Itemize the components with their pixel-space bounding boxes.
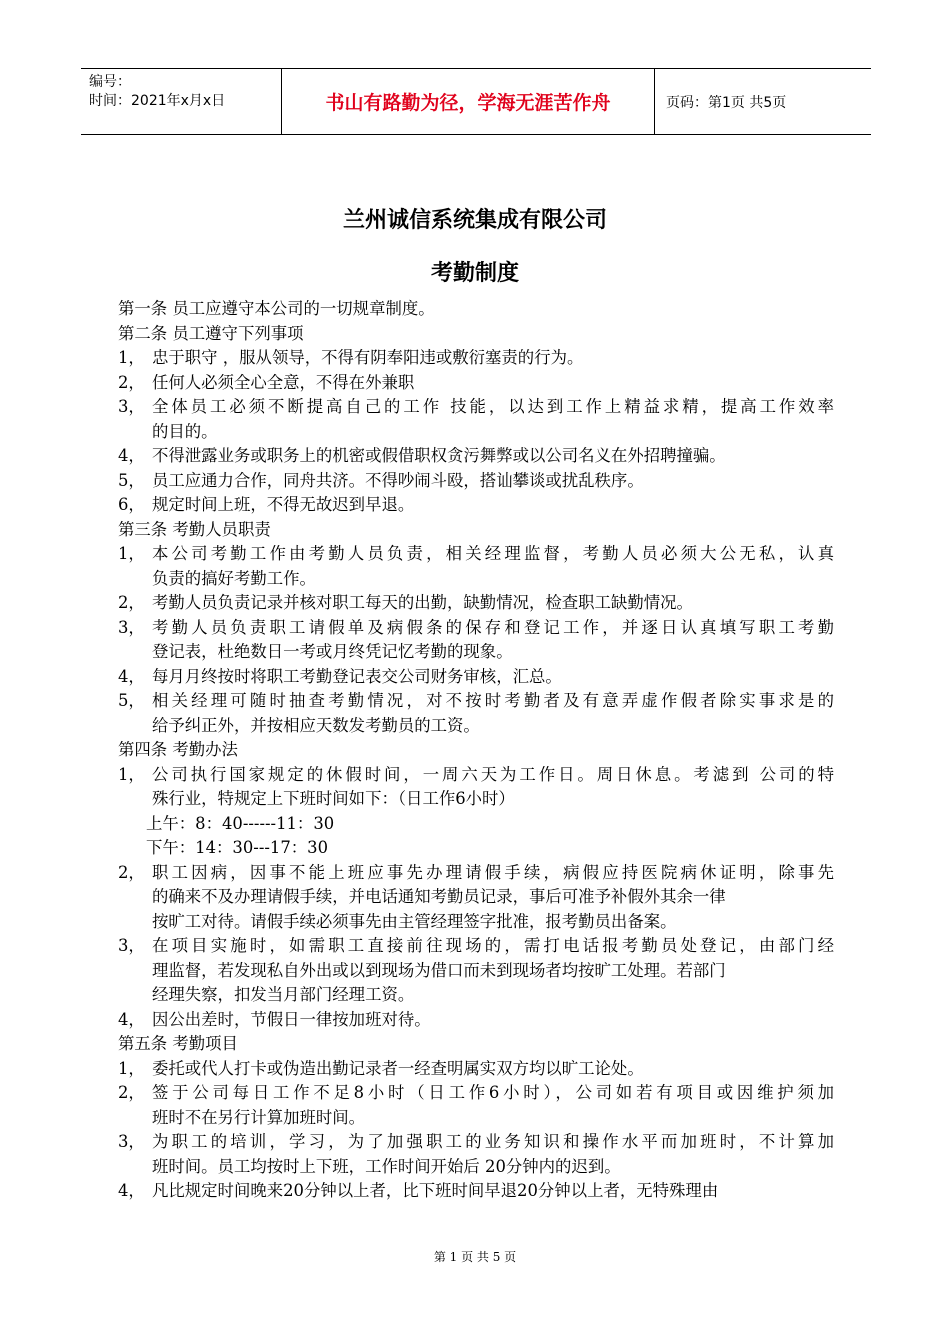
list-item [118, 469, 834, 494]
list-item-text: 规定时间上班，不得无故迟到早退。 [152, 495, 415, 514]
list-item [118, 542, 834, 567]
list-item-text: 不得泄露业务或职务上的机密或假借职权贪污舞弊或以公司名义在外招聘撞骗。 [152, 446, 726, 465]
continuation-line: 的确来不及办理请假手续，并电话通知考勤员记录，事后可准予补假外其余一律 [152, 887, 726, 906]
continuation-line: 按旷工对待。请假手续必须事先由主管经理签字批准，报考勤员出备案。 [152, 911, 677, 931]
list-item-text: 相关经理可随时抽查考勤情况，对不按时考勤者及有意弄虚作假者除实事求是的 [152, 691, 834, 710]
list-item-number: 3， [118, 936, 145, 955]
list-item [118, 371, 834, 396]
list-item-text: 因公出差时，节假日一律按加班对待。 [152, 1009, 431, 1029]
list-item-number: 5， [118, 470, 145, 490]
list-item [118, 616, 834, 641]
list-item [118, 1008, 834, 1033]
continuation-line: 班时间。员工均按时上下班，工作时间开始后 20分钟内的迟到。 [152, 1156, 621, 1176]
list-item-number: 2， [118, 593, 145, 612]
list-item [118, 493, 834, 518]
list-item-number: 5， [118, 691, 145, 710]
continuation-line: 上午：8：40------11：30 [146, 813, 335, 833]
list-item-number: 4， [118, 666, 145, 686]
list-item-text: 公司执行国家规定的休假时间，一周六天为工作日。周日休息。考滤到 公司的特 [152, 764, 834, 784]
list-item-number: 1， [118, 348, 145, 367]
list-item-text: 员工应通力合作，同舟共济。不得吵闹斗殴，搭讪攀谈或扰乱秩序。 [152, 470, 644, 490]
continuation-line: 经理失察，扣发当月部门经理工资。 [152, 985, 415, 1004]
continuation-line: 理监督，若发现私自外出或以到现场为借口而未到现场者均按旷工处理。若部门 [152, 960, 726, 980]
list-item [118, 1081, 834, 1106]
list-item-text: 委托或代人打卡或伪造出勤记录者一经查明属实双方均以旷工论处。 [152, 1058, 644, 1078]
list-item [118, 346, 834, 371]
serial-number-label: 编号： [89, 74, 131, 90]
list-item [118, 861, 834, 886]
list-item [118, 689, 834, 714]
list-item-number: 2， [118, 862, 145, 882]
list-item-number: 1， [118, 544, 145, 563]
list-item-text: 本公司考勤工作由考勤人员负责，相关经理监督，考勤人员必须大公无私，认真 [152, 544, 834, 563]
list-item-text: 职工因病，因事不能上班应事先办理请假手续，病假应持医院病休证明，除事先 [152, 862, 834, 882]
document-body [118, 297, 834, 1204]
company-name: 兰州诚信系统集成有限公司 [342, 208, 607, 233]
continuation-line: 的目的。 [152, 421, 218, 441]
article-heading: 第五条 考勤项目 [118, 1034, 238, 1053]
list-item-number: 1， [118, 764, 145, 784]
list-item-text: 任何人必须全心全意，不得在外兼职 [152, 372, 415, 392]
list-item-number: 3， [118, 1132, 145, 1151]
continuation-line: 负责的搞好考勤工作。 [152, 568, 316, 588]
header-motto: 书山有路勤为径，学海无涯苦作舟 [282, 69, 655, 134]
continuation-line: 给予纠正外，并按相应天数发考勤员的工资。 [152, 715, 480, 735]
list-item-text: 全体员工必须不断提高自己的工作 技能，以达到工作上精益求精，提高工作效率 [152, 397, 834, 416]
page-footer: 第 1 页 共 5 页 [433, 1250, 517, 1264]
list-item-text: 考勤人员负责记录并核对职工每天的出勤，缺勤情况，检查职工缺勤情况。 [152, 593, 693, 612]
list-item-text: 签于公司每日工作不足8小时（日工作6小时），公司如若有项目或因维护须加 [152, 1083, 834, 1102]
header-page-info: 页码：第1页 共5页 [666, 94, 787, 111]
list-item [118, 1130, 834, 1155]
list-item-number: 4， [118, 446, 145, 465]
list-item-number: 1， [118, 1058, 145, 1078]
continuation-line: 登记表，杜绝数日一考或月终凭记忆考勤的现象。 [152, 642, 513, 661]
page-header [81, 68, 871, 135]
continuation-line: 下午：14：30---17：30 [146, 838, 328, 857]
article-heading: 第四条 考勤办法 [118, 740, 238, 759]
list-item-number: 3， [118, 617, 145, 637]
continuation-line: 班时不在另行计算加班时间。 [152, 1107, 366, 1127]
list-item-text: 每月月终按时将职工考勤登记表交公司财务审核，汇总。 [152, 666, 562, 686]
list-item [118, 763, 834, 788]
list-item [118, 395, 834, 420]
list-item [118, 665, 834, 690]
list-item-text: 为职工的培训，学习，为了加强职工的业务知识和操作水平而加班时，不计算加 [152, 1132, 834, 1151]
list-item [118, 1057, 834, 1082]
list-item-number: 2， [118, 372, 145, 392]
article-heading: 第一条 员工应遵守本公司的一切规章制度。 [118, 299, 435, 318]
document-title: 考勤制度 [430, 261, 519, 286]
list-item-number: 3， [118, 397, 145, 416]
list-item [118, 934, 834, 959]
header-meta [81, 69, 282, 134]
list-item [118, 591, 834, 616]
list-item-text: 考勤人员负责职工请假单及病假条的保存和登记工作，并逐日认真填写职工考勤 [152, 617, 834, 637]
list-item-text: 在项目实施时，如需职工直接前往现场的，需打电话报考勤员处登记，由部门经 [152, 936, 834, 955]
list-item-number: 2， [118, 1083, 145, 1102]
list-item [118, 1179, 834, 1204]
list-item-number: 4， [118, 1181, 145, 1200]
continuation-line: 殊行业，特规定上下班时间如下：（日工作6小时） [152, 789, 515, 808]
list-item-number: 4， [118, 1009, 145, 1029]
list-item [118, 444, 834, 469]
list-item-text: 凡比规定时间晚来20分钟以上者，比下班时间早退20分钟以上者，无特殊理由 [152, 1181, 719, 1200]
article-heading: 第二条 员工遵守下列事项 [118, 323, 304, 343]
time-label: 时间：2021年x月x日 [89, 93, 226, 109]
list-item-text: 忠于职守 ，服从领导，不得有阴奉阳违或敷衍塞责的行为。 [152, 348, 584, 367]
article-heading: 第三条 考勤人员职责 [118, 519, 271, 539]
list-item-number: 6， [118, 495, 145, 514]
